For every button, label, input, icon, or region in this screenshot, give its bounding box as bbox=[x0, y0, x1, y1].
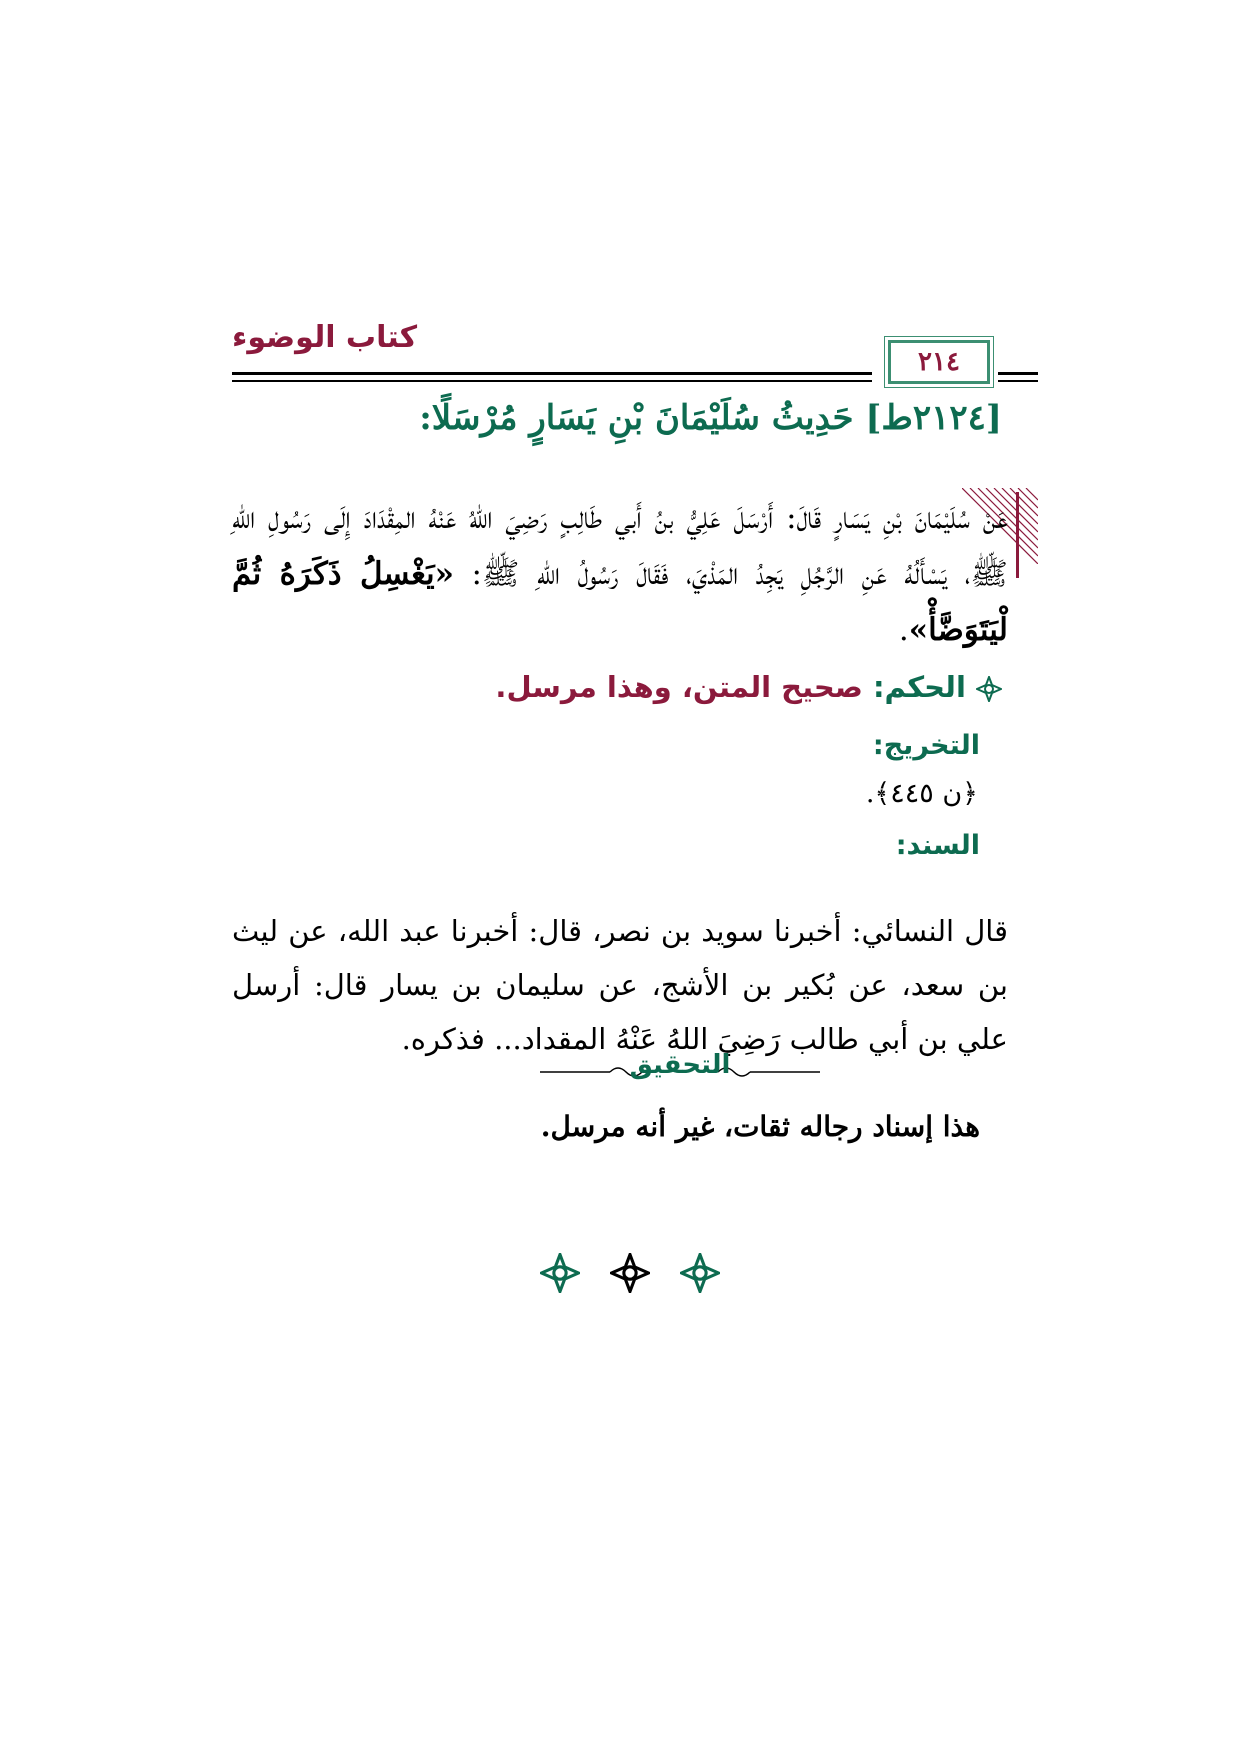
takhrij-label: التخريج: bbox=[872, 730, 980, 761]
hadith-text-prophet-words: «يَغْسِلُ ذَكَرَهُ ثُمَّ لْيَتَوَضَّأْ» bbox=[232, 556, 1008, 648]
hadith-text bbox=[232, 490, 1008, 658]
hadith-heading: [٢١٢٤ط] حَدِيثُ سُلَيْمَانَ بْنِ يَسَارٍ مُرْسَلًا: bbox=[419, 398, 1002, 438]
flower-ornament-icon bbox=[680, 1253, 720, 1293]
hadith-side-bar bbox=[1016, 492, 1019, 578]
sanad-label: السند: bbox=[895, 830, 980, 861]
page-number-frame bbox=[888, 340, 990, 384]
header-rule-right-top bbox=[998, 372, 1038, 375]
flower-ornament-icon bbox=[976, 676, 1002, 702]
header-rule-bottom bbox=[232, 380, 872, 382]
header-rule-top bbox=[232, 372, 872, 375]
ruling-line bbox=[232, 670, 1002, 704]
ruling-value: صحيح المتن، وهذا مرسل. bbox=[495, 670, 863, 704]
hadith-text-body: عَنْ سُلَيْمَانَ بْنِ يَسَارٍ قَالَ: أَرْسَلَ عَلِيُّ بنُ أَبي طَالِبٍ رَضِيَ اللهُ عَنْهُ المِقْدَادَ إِلَى رَسُولِ اللهِ ﷺ، يَسْأَلُهُ عَنِ الرَّجُلِ يَجِدُ المَذْيَ، فَقَالَ رَسُولُ اللهِ ﷺ: bbox=[232, 500, 1009, 592]
tahqiq-text: هذا إسناد رجاله ثقات، غير أنه مرسل. bbox=[540, 1110, 980, 1143]
page-number: ٢١٤ bbox=[918, 347, 960, 377]
header-rule-right-bottom bbox=[998, 380, 1038, 382]
sanad-text: قال النسائي: أخبرنا سويد بن نصر، قال: أخبرنا عبد الله، عن ليث بن سعد، عن بُكير بن الأشج، عن سليمان بن يسار قال: أرسل علي بن أبي طالب رَضِيَ اللهُ عَنْهُ المقداد... فذكره. bbox=[232, 914, 1008, 1056]
tahqiq-label: التحقيق bbox=[629, 1050, 731, 1080]
flower-ornament-icon bbox=[610, 1253, 650, 1293]
ruling-label: الحكم: bbox=[872, 670, 966, 704]
takhrij-value: ﴿ن ٤٤٥﴾. bbox=[865, 778, 978, 809]
book-title: كتاب الوضوء bbox=[232, 320, 418, 355]
end-ornaments bbox=[540, 1248, 720, 1298]
flower-ornament-icon bbox=[540, 1253, 580, 1293]
hadith-text-end: . bbox=[898, 612, 909, 648]
